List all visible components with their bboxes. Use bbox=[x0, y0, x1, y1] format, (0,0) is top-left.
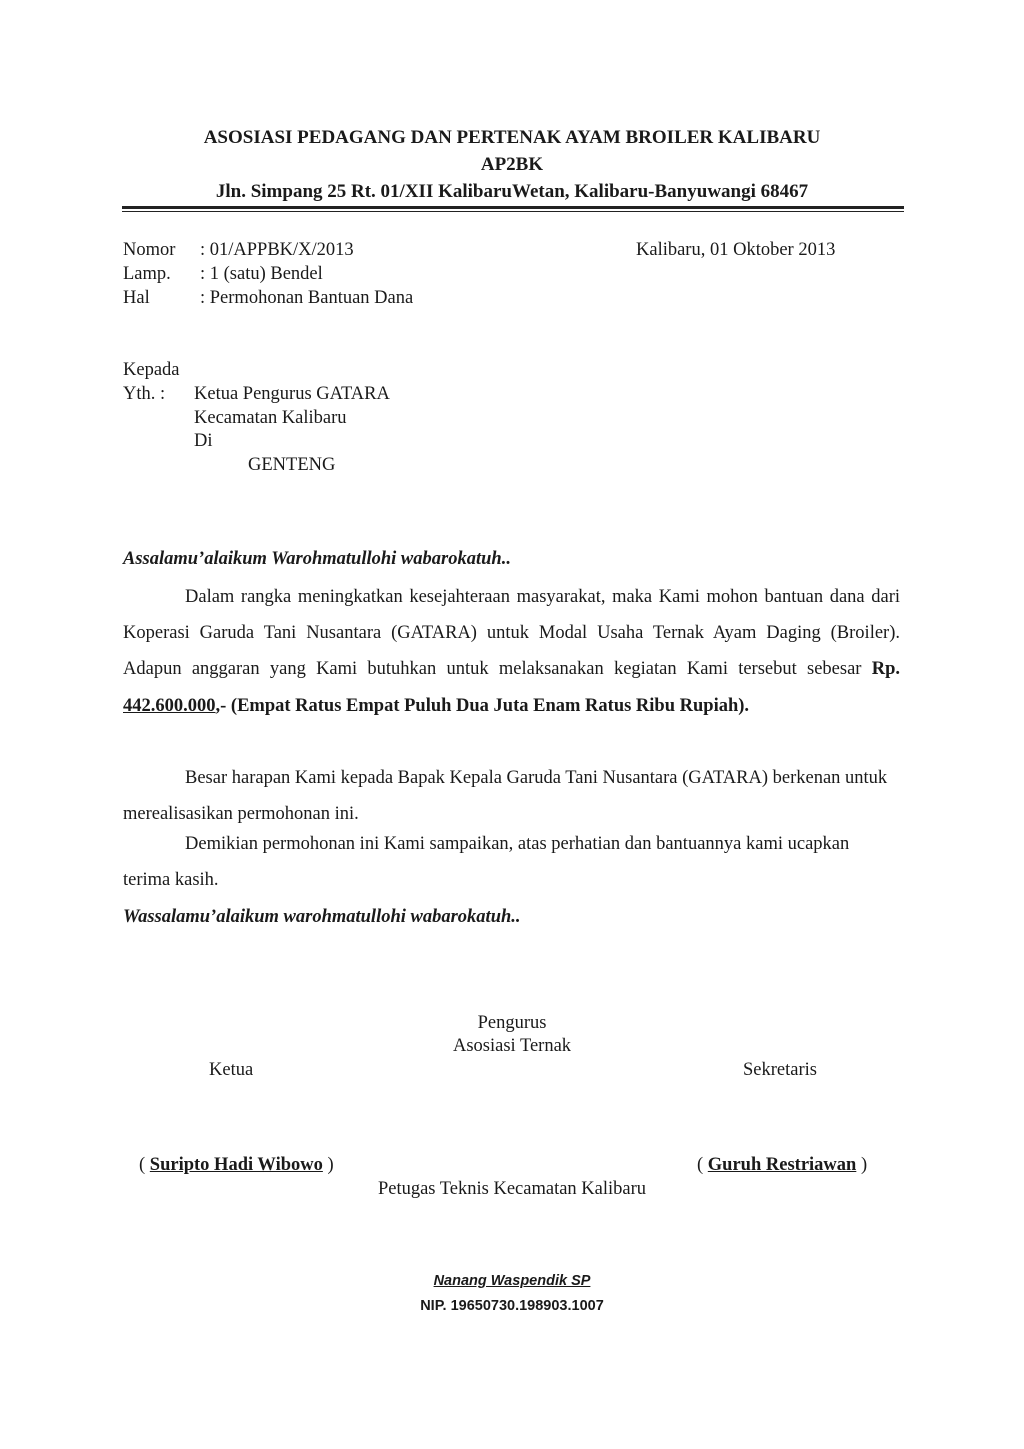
amount-words: ,- (Empat Ratus Empat Puluh Dua Juta Enam Ratus Ribu Rupiah). bbox=[215, 695, 750, 716]
sekretaris-name: Guruh Restriawan bbox=[707, 1155, 857, 1175]
petugas-title: Petugas Teknis Kecamatan Kalibaru bbox=[377, 1179, 647, 1199]
amount-rp: Rp. bbox=[871, 659, 900, 680]
asosiasi-label: Asosiasi Ternak bbox=[452, 1036, 572, 1056]
paren-open: ( bbox=[139, 1155, 146, 1175]
org-abbreviation: AP2BK bbox=[480, 154, 544, 175]
recipient-line-4: GENTENG bbox=[248, 455, 336, 475]
lamp-label: Lamp. bbox=[123, 264, 171, 284]
org-name: ASOSIASI PEDAGANG DAN PERTENAK AYAM BROILER KALIBARU bbox=[203, 127, 821, 148]
kepada-label: Kepada bbox=[123, 360, 180, 380]
closing-greeting: Wassalamu’alaikum warohmatullohi wabarokatuh.. bbox=[123, 907, 521, 927]
amount-number: 442.600.000 bbox=[123, 695, 216, 716]
ketua-signature bbox=[139, 1155, 334, 1176]
recipient-line-3: Di bbox=[194, 431, 213, 451]
ketua-name: Suripto Hadi Wibowo bbox=[149, 1155, 323, 1175]
greeting: Assalamu’alaikum Warohmatullohi wabarokatuh.. bbox=[123, 549, 511, 569]
petugas-nip: NIP. 19650730.198903.1007 bbox=[420, 1298, 604, 1314]
recipient-line-2: Kecamatan Kalibaru bbox=[194, 408, 347, 428]
header-rule-thick bbox=[122, 206, 904, 209]
paren-close: ) bbox=[327, 1155, 334, 1175]
paren-open: ( bbox=[697, 1155, 704, 1175]
paragraph-1 bbox=[123, 579, 900, 724]
paragraph-3 bbox=[123, 826, 863, 898]
pengurus-label: Pengurus bbox=[477, 1013, 547, 1033]
nomor-label: Nomor bbox=[123, 240, 176, 260]
paragraph-1-text: Dalam rangka meningkatkan kesejahteraan masyarakat, maka Kami mohon bantuan dana dari Koperasi Garuda Tani Nusantara (GATARA) untuk Modal Usaha Ternak Ayam Daging (Broiler). Adapun anggaran yang Kami butuhkan untuk melaksanakan kegiatan Kami tersebut sebesar bbox=[123, 587, 900, 680]
paren-close: ) bbox=[860, 1155, 868, 1175]
paragraph-3-text: Demikian permohonan ini Kami sampaikan, atas perhatian dan bantuannya kami ucapkan terima kasih. bbox=[123, 834, 850, 891]
org-address: Jln. Simpang 25 Rt. 01/XII KalibaruWetan, Kalibaru-Banyuwangi 68467 bbox=[215, 181, 809, 202]
nomor-value: : 01/APPBK/X/2013 bbox=[200, 240, 354, 260]
place-date: Kalibaru, 01 Oktober 2013 bbox=[636, 240, 836, 260]
sekretaris-signature bbox=[697, 1155, 867, 1176]
header-rule-thin bbox=[122, 211, 904, 212]
ketua-title: Ketua bbox=[209, 1060, 254, 1080]
sekretaris-title: Sekretaris bbox=[743, 1060, 817, 1080]
paragraph-2 bbox=[123, 760, 900, 832]
hal-value: : Permohonan Bantuan Dana bbox=[200, 288, 414, 308]
recipient-line-1: Ketua Pengurus GATARA bbox=[194, 384, 390, 404]
lamp-value: : 1 (satu) Bendel bbox=[200, 264, 323, 284]
yth-label: Yth. : bbox=[123, 384, 166, 404]
petugas-name: Nanang Waspendik SP bbox=[433, 1273, 591, 1289]
hal-label: Hal bbox=[123, 288, 150, 308]
paragraph-2-text: Besar harapan Kami kepada Bapak Kepala Garuda Tani Nusantara (GATARA) berkenan untuk merealisasikan permohonan ini. bbox=[123, 768, 888, 825]
